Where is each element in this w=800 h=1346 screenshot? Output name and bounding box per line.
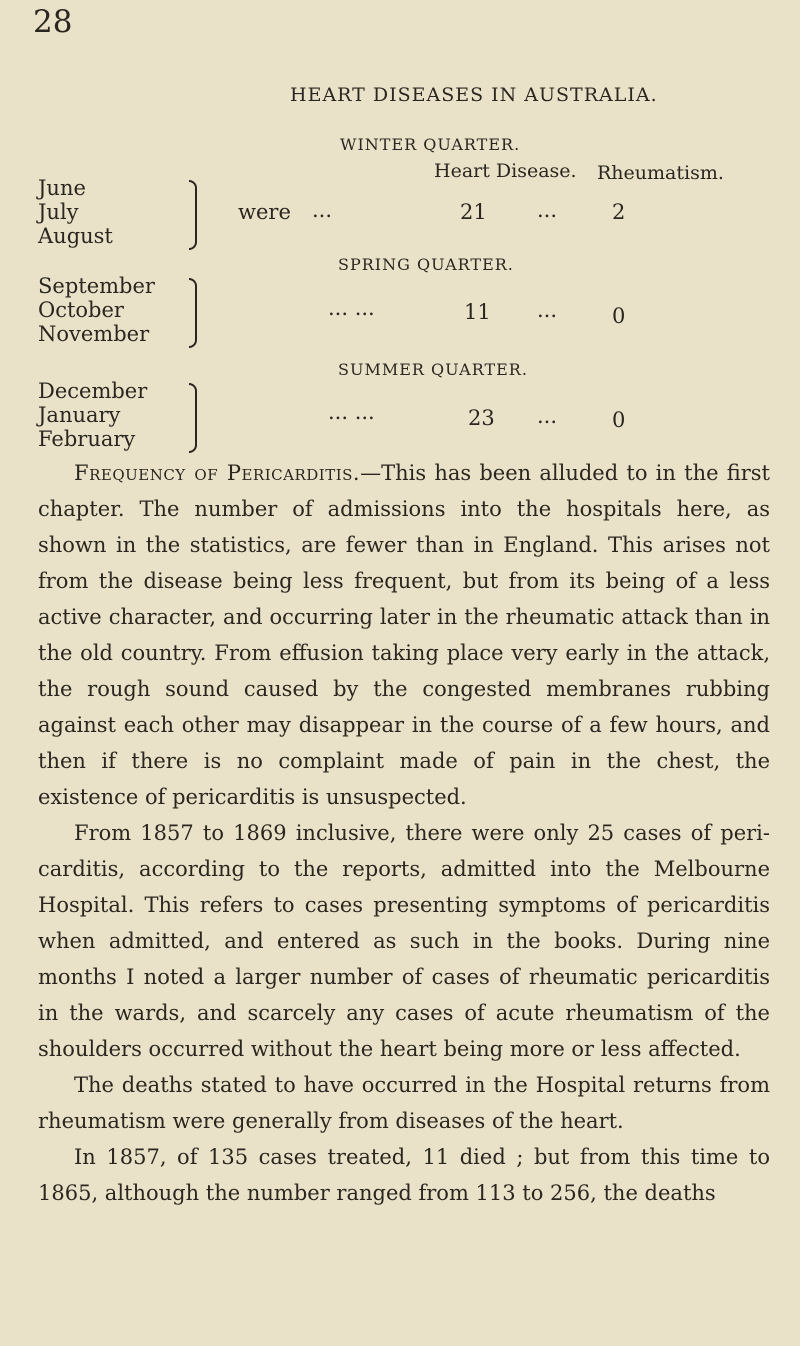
paragraph — [38, 455, 770, 815]
brace — [189, 180, 197, 250]
month: December — [38, 379, 148, 403]
rheumatism-count-spring: 0 — [612, 304, 626, 328]
paragraph-text: —This has been alluded to in the first chapter. The number of admissions into the hospitals here, as shown in the statistics, are fewer than in England. This arises not from the disease being less frequent, but from its being of a less active character, and occurring later in the rheumatic attack than in the old country. From effusion taking place very early in the attack, the rough sound caused by the congested membranes rubbing against each other may disappear in the course of a few hours, and then if there is no complaint made of pain in the chest, the existence of pericarditis is unsuspected. — [38, 461, 770, 809]
month: November — [38, 322, 150, 346]
paragraph: From 1857 to 1869 inclusive, there were only 25 cases of peri-carditis, according to the reports, admitted into the Melbourne Hospital. This refers to cases presenting symptoms of pericarditis when admitted, and entered as such in the books. During nine months I noted a larger number of cases of rheumatic pericarditis in the wards, and scarcely any cases of acute rheumatism of the shoulders occurred without the heart being more or less affected. — [38, 821, 770, 1061]
body-text — [38, 455, 770, 1211]
leader-dots: ... — [537, 298, 558, 322]
quarter-heading-summer: SUMMER QUARTER. — [338, 360, 528, 379]
months-spring — [38, 274, 155, 346]
heart-disease-count-spring: 11 — [464, 300, 491, 324]
column-header-heart-disease: Heart Disease. — [434, 160, 577, 182]
month: June — [38, 176, 86, 200]
month: January — [38, 403, 121, 427]
months-winter — [38, 176, 113, 248]
month: August — [38, 224, 113, 248]
paragraph: The deaths stated to have occurred in the Hospital returns from rheumatism were generally from diseases of the heart. — [38, 1073, 770, 1133]
leader-dots: ... ... — [328, 296, 375, 320]
heart-disease-count-summer: 23 — [468, 406, 495, 430]
rheumatism-count-summer: 0 — [612, 408, 626, 432]
quarter-heading-spring: SPRING QUARTER. — [338, 255, 514, 274]
were-label: were — [238, 200, 291, 224]
column-header-rheumatism: Rheumatism. — [597, 162, 724, 184]
quarter-heading-winter: WINTER QUARTER. — [340, 135, 521, 154]
leader-dots: ... — [537, 198, 558, 222]
month: July — [38, 200, 79, 224]
page-number: 28 — [33, 4, 73, 40]
months-summer — [38, 379, 147, 451]
leader-dots: ... — [537, 404, 558, 428]
heart-disease-count-winter: 21 — [460, 200, 487, 224]
brace — [189, 383, 197, 453]
month: February — [38, 427, 136, 451]
leader-dots: ... — [312, 198, 333, 222]
brace — [189, 278, 197, 348]
section-title: Frequency of Pericarditis. — [74, 461, 361, 485]
rheumatism-count-winter: 2 — [612, 200, 626, 224]
leader-dots: ... ... — [328, 400, 375, 424]
month: October — [38, 298, 124, 322]
paragraph: In 1857, of 135 cases treated, 11 died ; but from this time to 1865, although the number ranged from 113 to 256, the deaths — [38, 1145, 770, 1205]
month: September — [38, 274, 155, 298]
running-head: HEART DISEASES IN AUSTRALIA. — [290, 84, 658, 106]
